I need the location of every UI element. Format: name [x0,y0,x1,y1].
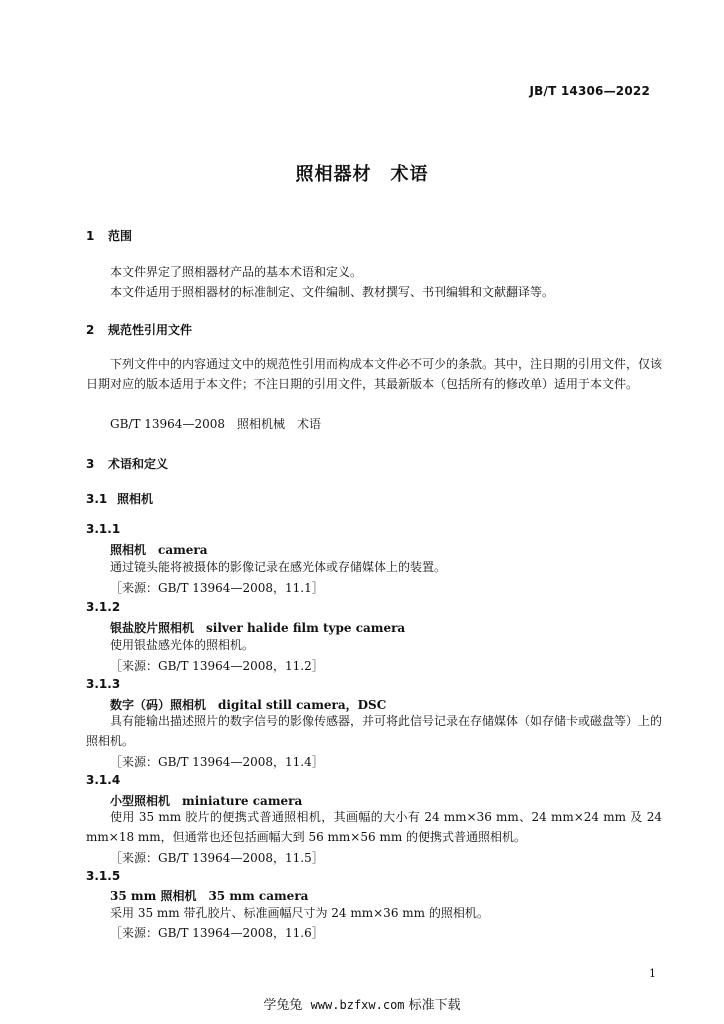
document-title: 照相器材 术语 [295,164,429,185]
scope-paragraph-1: 本文件界定了照相器材产品的基本术语和定义。 [110,265,363,279]
standard-code: JB/T 14306—2022 [529,84,650,98]
term-en: silver halide film type camera [206,621,406,635]
normative-reference-item: GB/T 13964—2008 照相机械 术语 [110,417,321,431]
term-source: ［来源：GB/T 13964—2008，11.1］ [110,581,324,595]
section-number: 1 [86,229,95,243]
term-en: 35 mm camera [208,889,309,903]
page-number: 1 [649,967,656,980]
term-name [110,619,405,636]
scope-paragraph-2: 本文件适用于照相器材的标准制定、文件编制、教材撰写、书刊编辑和文献翻译等。 [110,285,555,299]
subsection-number: 3.1 [86,492,108,506]
section-number: 3 [86,457,95,471]
term-source: ［来源：GB/T 13964—2008，11.2］ [110,659,324,673]
section-heading-refs [86,321,192,338]
term-entry-number: 3.1.4 [86,773,121,787]
term-definition: 采用 35 mm 带孔胶片、标准画幅尺寸为 24 mm×36 mm 的照相机。 [110,906,489,920]
term-en: digital still camera，DSC [218,698,387,712]
term-entry-number: 3.1.1 [86,522,121,536]
term-cn: 照相机 [110,543,147,557]
term-cn: 数字（码）照相机 [110,698,207,712]
term-entry-number: 3.1.3 [86,677,121,691]
term-source: ［来源：GB/T 13964—2008，11.6］ [110,926,324,940]
term-entry-number: 3.1.2 [86,600,121,614]
term-source: ［来源：GB/T 13964—2008，11.4］ [110,755,324,769]
term-definition: 具有能输出描述照片的数字信号的影像传感器，并可将此信号记录在存储媒体（如存储卡或磁盘等）上的照相机。 [86,714,663,748]
term-definition: 通过镜头能将被摄体的影像记录在感光体或存储媒体上的装置。 [110,560,447,574]
section-title: 范围 [108,229,133,243]
subsection-heading-camera [86,490,153,507]
section-heading-terms [86,455,168,472]
term-definition: 使用银盐感光体的照相机。 [110,638,255,652]
term-entry-number: 3.1.5 [86,869,121,883]
term-en: camera [158,543,208,557]
footer-left-text: 学兔兔 [263,998,303,1013]
term-cn: 小型照相机 [110,794,171,808]
footer-site-link[interactable]: www.bzfxw.com [310,998,405,1012]
term-en: miniature camera [182,794,303,808]
subsection-title: 照相机 [117,492,154,506]
term-definition: 使用 35 mm 胶片的便携式普通照相机，其画幅的大小有 24 mm×36 mm、24 mm×24 mm 及 24 mm×18 mm，但通常也还包括画幅大到 56 mm×56 mm 的便携式普通照相机。 [86,810,662,844]
term-name [110,887,308,904]
term-cn: 银盐胶片照相机 [110,621,195,635]
section-title: 规范性引用文件 [108,323,193,337]
refs-paragraph: 下列文件中的内容通过文中的规范性引用而构成本文件必不可少的条款。其中，注日期的引用文件，仅该日期对应的版本适用于本文件；不注日期的引用文件，其最新版本（包括所有的修改单）适用于本文件。 [86,357,663,391]
section-heading-scope [86,227,132,244]
footer-right-text: 标准下载 [408,998,461,1013]
footer-watermark [0,994,724,1013]
term-name [110,541,208,558]
section-title: 术语和定义 [108,457,169,471]
term-source: ［来源：GB/T 13964—2008，11.5］ [110,851,324,865]
term-cn: 35 mm 照相机 [110,889,197,903]
section-number: 2 [86,323,95,337]
